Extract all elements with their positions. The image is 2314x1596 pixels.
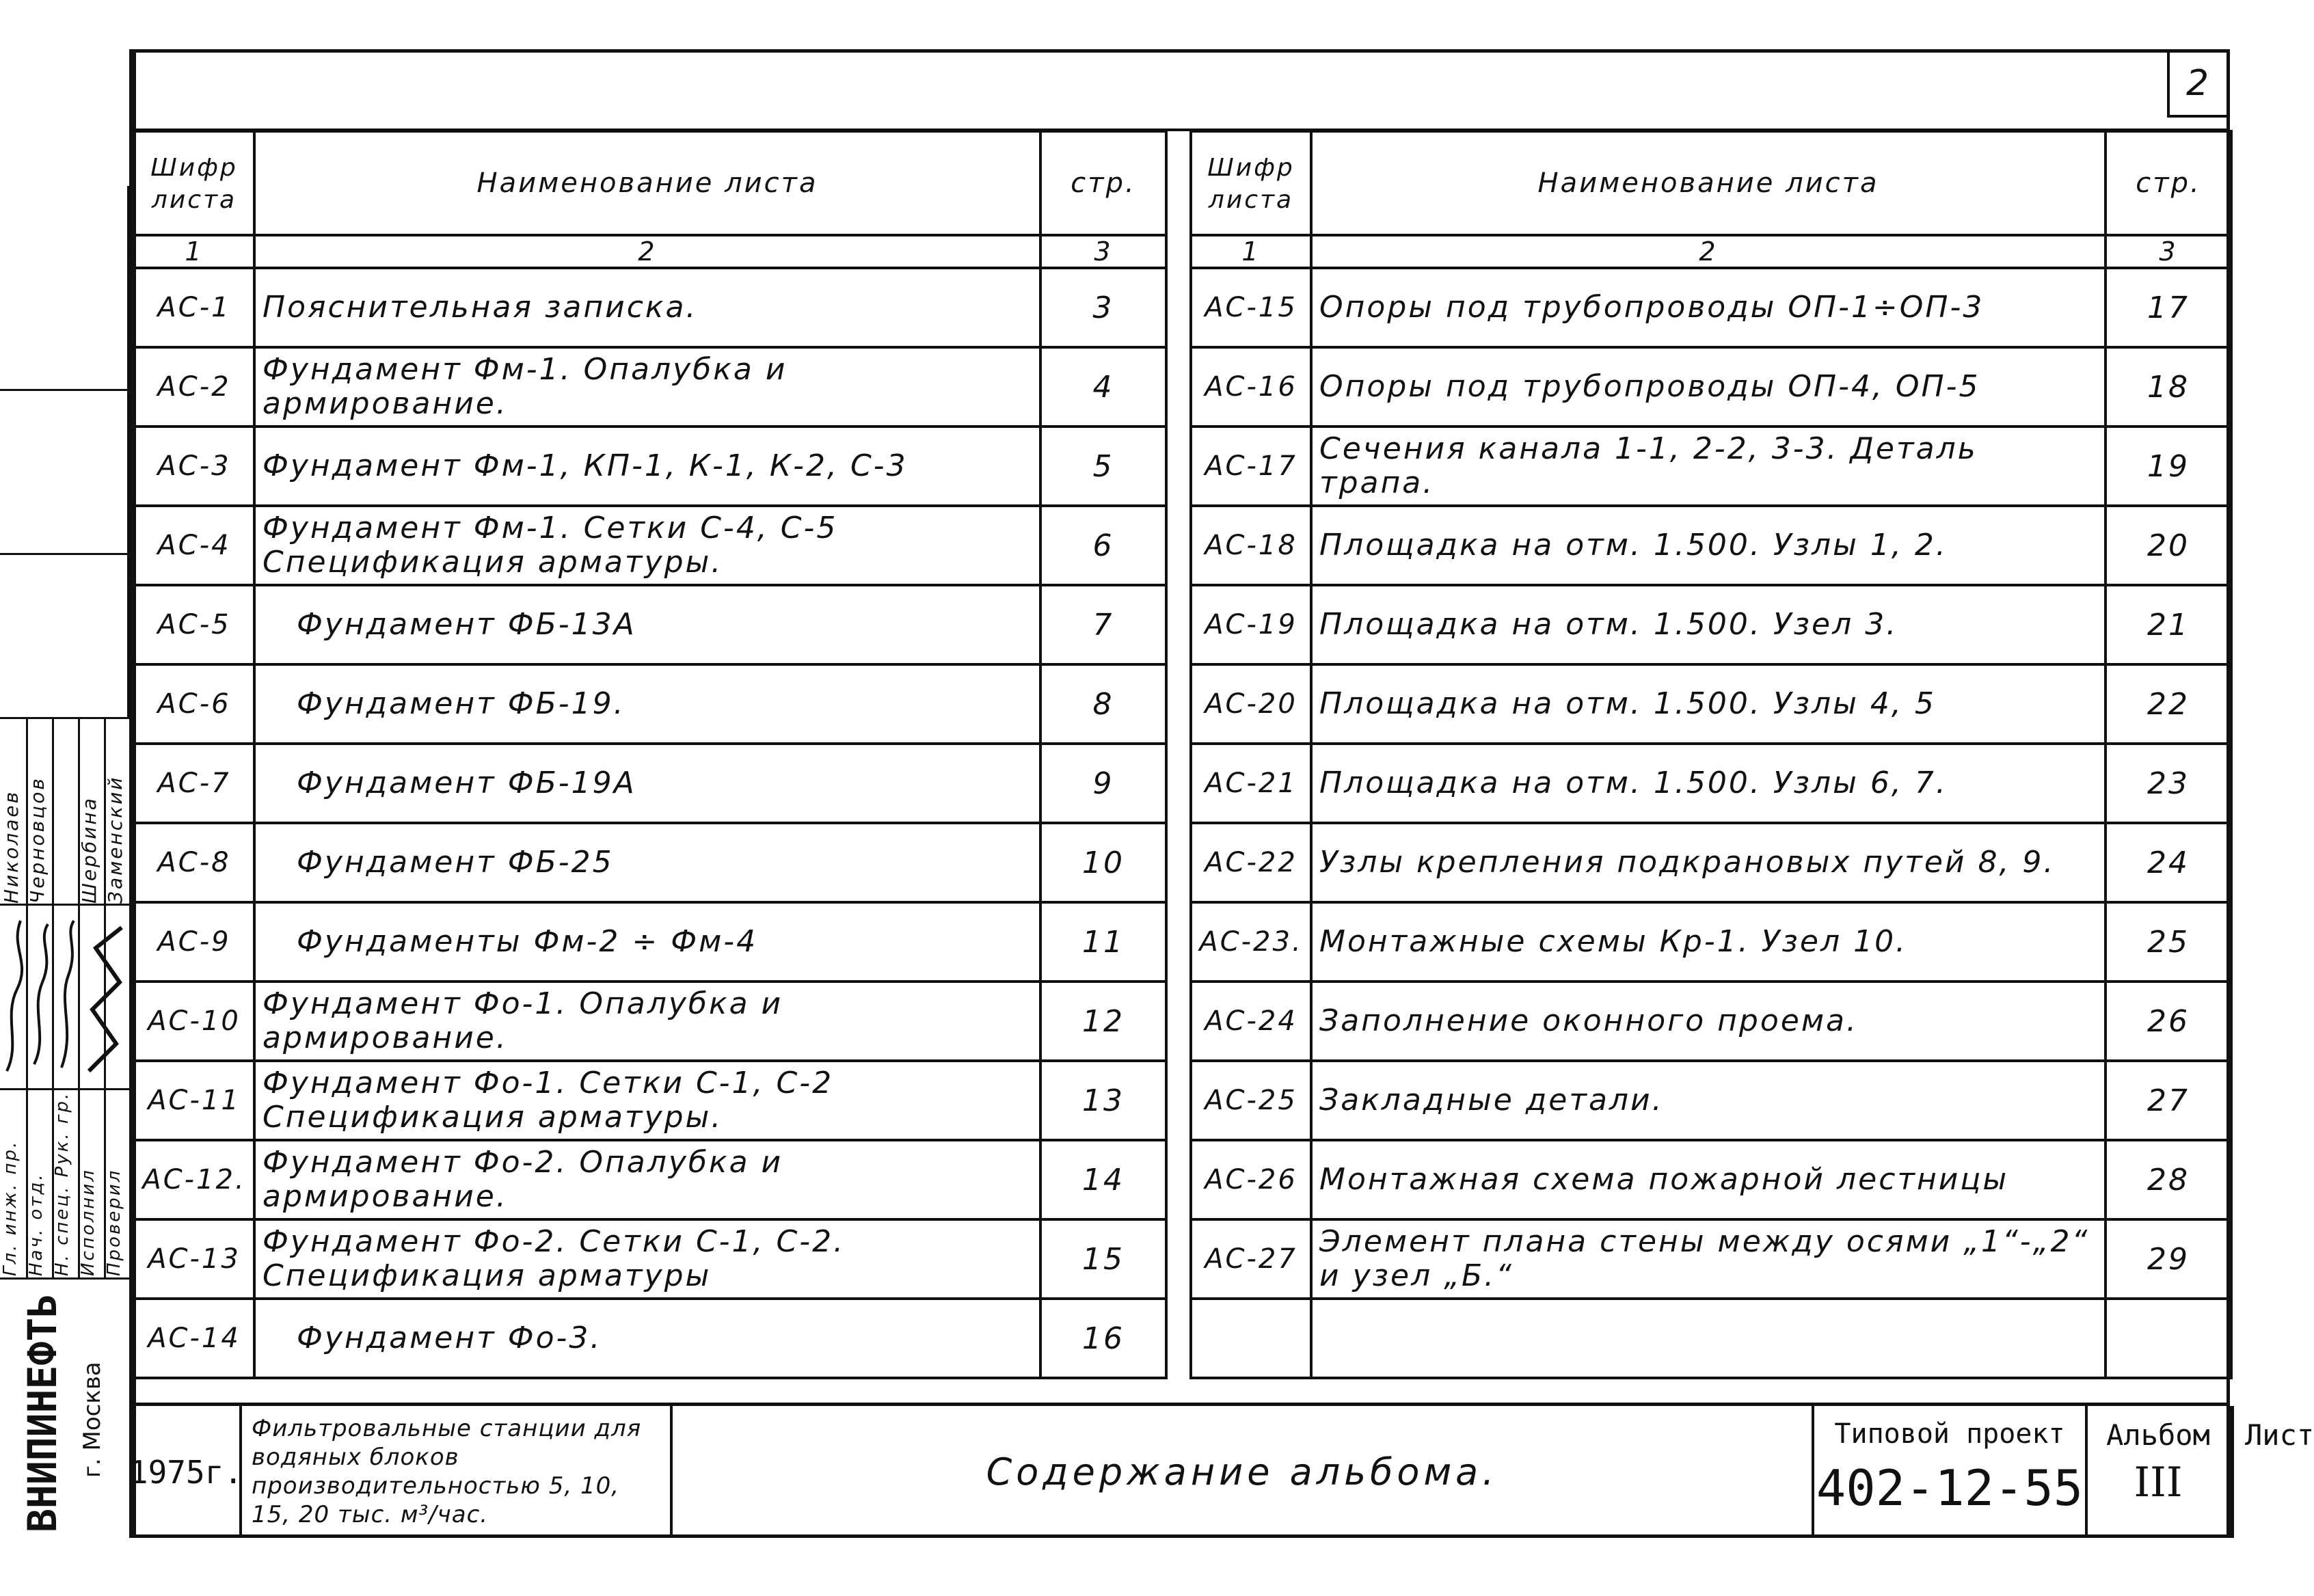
header-code: Шифр листа (134, 131, 254, 235)
toc-table-left (133, 130, 1168, 1379)
left-strip-box (0, 391, 129, 555)
row-name: Заполнение оконного проема. (1311, 982, 2106, 1061)
album-number: III (2134, 1459, 2183, 1506)
row-page: 5 (1040, 427, 1166, 506)
role-2: Нач. отд. (26, 1172, 46, 1276)
row-name: Узлы крепления подкрановых путей 8, 9. (1311, 823, 2106, 902)
row-code: АС-4 (134, 506, 254, 585)
role-3: Н. спец. Рук. гр. (52, 1091, 72, 1276)
row-page: 24 (2106, 823, 2231, 902)
row-name: Фундамент ФБ-25 (254, 823, 1040, 902)
row-page: 23 (2106, 744, 2231, 823)
typical-project-cell (1814, 1406, 2088, 1538)
row-name: Площадка на отм. 1.500. Узел 3. (1311, 585, 2106, 664)
row-page: 13 (1040, 1061, 1166, 1140)
row-name: Пояснительная записка. (254, 268, 1040, 347)
row-name: Фундамент Фм-1, КП-1, К-1, К-2, С-3 (254, 427, 1040, 506)
left-strip-box (0, 555, 129, 719)
row-name: Монтажные схемы Кр-1. Узел 10. (1311, 902, 2106, 982)
row-code: АС-22 (1191, 823, 1311, 902)
col-number: 3 (1040, 235, 1166, 268)
row-page: 19 (2106, 427, 2231, 506)
row-page: 29 (2106, 1219, 2231, 1299)
row-code: АС-9 (134, 902, 254, 982)
row-page: 21 (2106, 585, 2231, 664)
project-description-cell (242, 1406, 673, 1538)
signatures-image (0, 907, 129, 1086)
header-name: Наименование листа (254, 131, 1040, 235)
organization-name: ВНИПИНЕФТЬ (19, 1293, 66, 1532)
row-page: 14 (1040, 1140, 1166, 1219)
row-code: АС-13 (134, 1219, 254, 1299)
row-code: АС-21 (1191, 744, 1311, 823)
row-code: АС-3 (134, 427, 254, 506)
name-2: Черновцов (26, 776, 49, 904)
project-description: Фильтровальные станции для водяных блоков производительностью 5, 10, 15, 20 тыс. м³/час. (252, 1415, 642, 1528)
role-4: Исполнил (78, 1168, 98, 1276)
sheet-cell-divider (2231, 1406, 2234, 1538)
row-page: 3 (1040, 268, 1166, 347)
typical-project-number: 402-12-55 (1816, 1459, 2084, 1517)
title-block (129, 1403, 2314, 1538)
row-code: АС-25 (1191, 1061, 1311, 1140)
col-number: 1 (134, 235, 254, 268)
row-code: АС-14 (134, 1299, 254, 1378)
row-page: 22 (2106, 664, 2231, 744)
album-cell (2088, 1406, 2231, 1538)
row-page: 28 (2106, 1140, 2231, 1219)
left-strip (0, 49, 133, 1538)
typical-project-label: Типовой проект (1834, 1418, 2065, 1450)
row-code: АС-20 (1191, 664, 1311, 744)
row-page: 20 (2106, 506, 2231, 585)
sheet-number: 2 (2185, 63, 2211, 104)
row-name: Фундамент Фо-2. Сетки С-1, С-2. Спецификация арматуры (254, 1219, 1040, 1299)
row-name: Фундамент Фм-1. Опалубка и армирование. (254, 347, 1040, 427)
row-code: АС-2 (134, 347, 254, 427)
row-name: Фундамент Фо-1. Опалубка и армирование. (254, 982, 1040, 1061)
row-name: Фундамент Фо-3. (254, 1299, 1040, 1378)
header-name: Наименование листа (1311, 131, 2106, 235)
role-5: Проверил (104, 1168, 124, 1276)
toc-table-right (1189, 130, 2233, 1379)
row-name: Фундамент ФБ-19А (254, 744, 1040, 823)
row-page (2106, 1299, 2231, 1378)
row-name: Опоры под трубопроводы ОП-1÷ОП-3 (1311, 268, 2106, 347)
col-number: 2 (254, 235, 1040, 268)
row-page: 27 (2106, 1061, 2231, 1140)
row-name: Закладные детали. (1311, 1061, 2106, 1140)
row-page: 15 (1040, 1219, 1166, 1299)
header-page: стр. (2106, 131, 2231, 235)
row-page: 25 (2106, 902, 2231, 982)
col-number: 1 (1191, 235, 1311, 268)
row-name: Площадка на отм. 1.500. Узлы 4, 5 (1311, 664, 2106, 744)
row-name: Элемент плана стены между осями „1“-„2“ и узел „Б.“ (1311, 1219, 2106, 1299)
sheet-label: Лист (2245, 1418, 2314, 1452)
album-label: Альбом (2106, 1418, 2210, 1452)
header-page: стр. (1040, 131, 1166, 235)
row-code: АС-23. (1191, 902, 1311, 982)
row-code: АС-11 (134, 1061, 254, 1140)
row-name: Площадка на отм. 1.500. Узлы 6, 7. (1311, 744, 2106, 823)
row-name: Фундамент Фм-1. Сетки С-4, С-5 Спецификация арматуры. (254, 506, 1040, 585)
row-page: 12 (1040, 982, 1166, 1061)
row-page: 9 (1040, 744, 1166, 823)
sheet-number-box (2167, 49, 2230, 118)
organization-city: г. Москва (79, 1362, 106, 1478)
row-code: АС-27 (1191, 1219, 1311, 1299)
row-page: 10 (1040, 823, 1166, 902)
row-code: АС-26 (1191, 1140, 1311, 1219)
signature-grid (0, 719, 129, 1280)
row-name: Фундамент ФБ-19. (254, 664, 1040, 744)
row-page: 26 (2106, 982, 2231, 1061)
row-code: АС-10 (134, 982, 254, 1061)
row-name: Опоры под трубопроводы ОП-4, ОП-5 (1311, 347, 2106, 427)
row-code: АС-12. (134, 1140, 254, 1219)
row-code: АС-7 (134, 744, 254, 823)
row-code: АС-1 (134, 268, 254, 347)
row-code: АС-19 (1191, 585, 1311, 664)
sheet-title: Содержание альбома. (986, 1450, 1498, 1493)
row-name (1311, 1299, 2106, 1378)
row-page: 16 (1040, 1299, 1166, 1378)
row-code: АС-8 (134, 823, 254, 902)
row-name: Площадка на отм. 1.500. Узлы 1, 2. (1311, 506, 2106, 585)
name-4: Заменский (104, 775, 126, 904)
row-name: Фундамент Фо-1. Сетки С-1, С-2 Спецификация арматуры. (254, 1061, 1040, 1140)
row-page: 17 (2106, 268, 2231, 347)
row-code (1191, 1299, 1311, 1378)
row-code: АС-15 (1191, 268, 1311, 347)
row-page: 18 (2106, 347, 2231, 427)
row-name: Сечения канала 1-1, 2-2, 3-3. Деталь трапа. (1311, 427, 2106, 506)
row-code: АС-5 (134, 585, 254, 664)
row-code: АС-24 (1191, 982, 1311, 1061)
row-code: АС-17 (1191, 427, 1311, 506)
year-cell (129, 1406, 243, 1538)
left-strip-box (0, 186, 129, 391)
row-name: Фундамент Фо-2. Опалубка и армирование. (254, 1140, 1040, 1219)
row-page: 11 (1040, 902, 1166, 982)
row-page: 4 (1040, 347, 1166, 427)
row-page: 6 (1040, 506, 1166, 585)
col-number: 3 (2106, 235, 2231, 268)
col-number: 2 (1311, 235, 2106, 268)
row-code: АС-18 (1191, 506, 1311, 585)
name-1: Николаев (0, 789, 23, 904)
row-name: Фундаменты Фм-2 ÷ Фм-4 (254, 902, 1040, 982)
row-page: 7 (1040, 585, 1166, 664)
row-code: АС-16 (1191, 347, 1311, 427)
row-page: 8 (1040, 664, 1166, 744)
row-code: АС-6 (134, 664, 254, 744)
row-name: Монтажная схема пожарной лестницы (1311, 1140, 2106, 1219)
name-3: Шербина (78, 796, 100, 904)
year: 1975г. (129, 1453, 243, 1491)
row-name: Фундамент ФБ-13А (254, 585, 1040, 664)
sheet-title-cell (673, 1406, 1814, 1538)
header-code: Шифр листа (1191, 131, 1311, 235)
role-1: Гл. инж. пр. (0, 1139, 21, 1276)
